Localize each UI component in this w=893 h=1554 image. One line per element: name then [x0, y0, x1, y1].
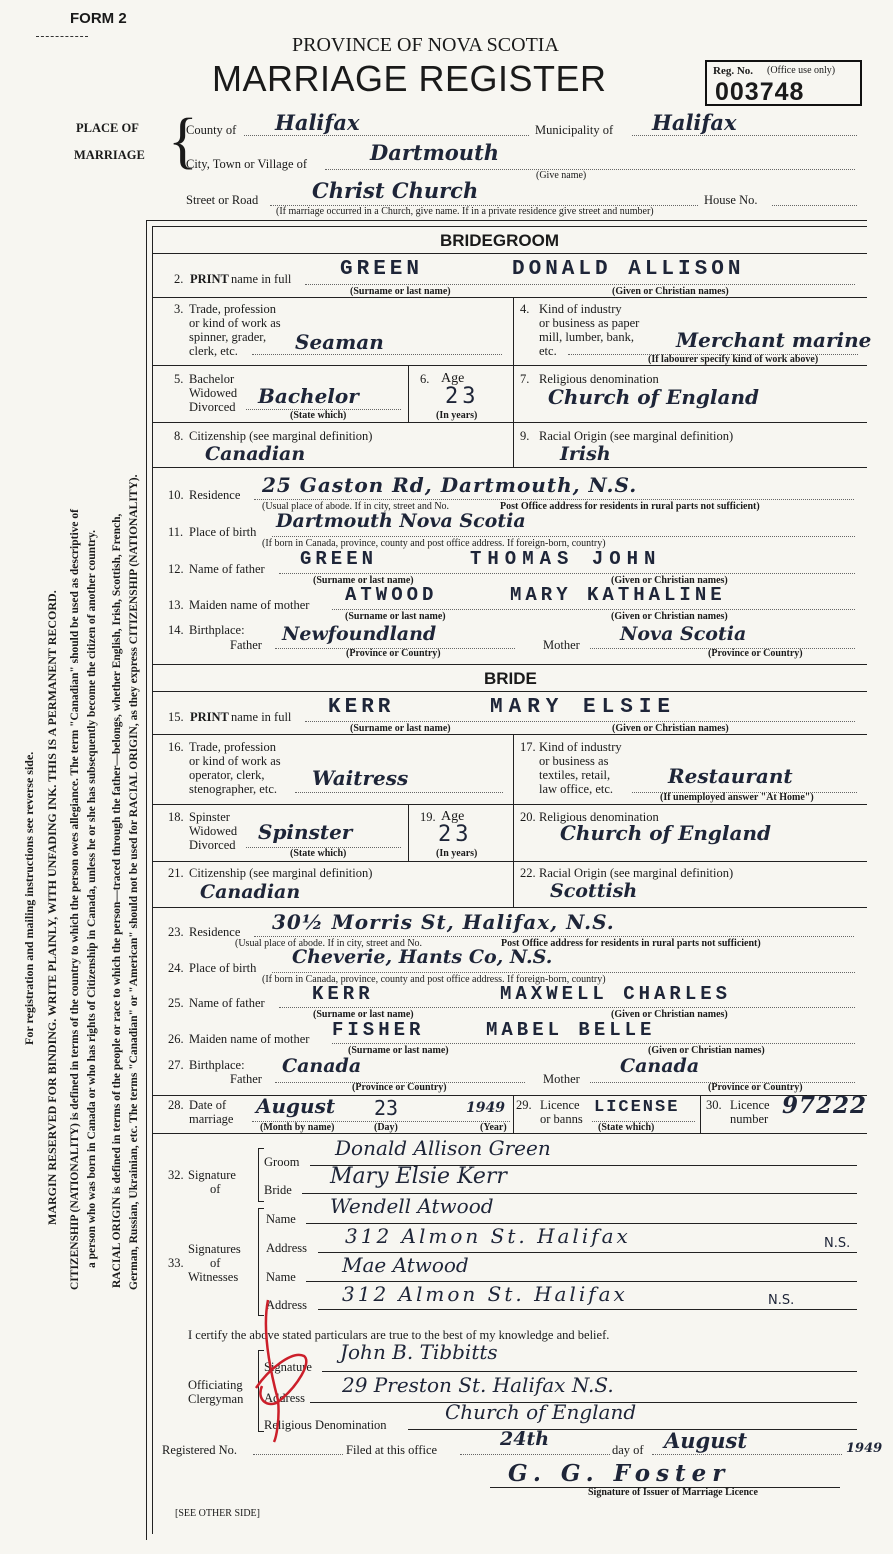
f16-label-2: or kind of work as	[189, 754, 281, 768]
bride-industry: Restaurant	[668, 764, 793, 788]
house-label: House No.	[704, 193, 758, 207]
f19-label: Age	[441, 809, 465, 824]
f23-note-1: (Usual place of abode. If in city, street and No.	[235, 938, 423, 949]
clergy-address-label: Address	[264, 1391, 305, 1405]
bride-sig-label: Bride	[264, 1183, 292, 1197]
f24-note: (If born in Canada, province, county and post office address. If foreign-born, country)	[262, 974, 606, 985]
f14-mother-note: (Province or Country)	[708, 648, 803, 659]
f9-label: Racial Origin (see marginal definition)	[539, 429, 734, 443]
f3-label-3: spinner, grader,	[189, 330, 267, 344]
f10-note-1: (Usual place of abode. If in city, street and No.	[262, 501, 450, 512]
page-mark	[36, 36, 88, 37]
f8-label: Citizenship (see marginal definition)	[189, 429, 373, 443]
f28-day-note: (Day)	[374, 1122, 398, 1133]
f30-label-1: Licence	[730, 1098, 770, 1112]
f4-label-1: Kind of industry	[539, 302, 622, 316]
f32-label-1: Signature	[188, 1168, 236, 1182]
frame-left-outer	[146, 220, 147, 1540]
f13-label: Maiden name of mother	[189, 598, 310, 612]
f25-given-note: (Given or Christian names)	[611, 1009, 728, 1020]
reg-no-label: Reg. No.	[713, 65, 754, 77]
bridegroom-heading: BRIDEGROOM	[440, 231, 559, 250]
marriage-day: 23	[374, 1096, 399, 1120]
f14-father-note: (Province or Country)	[346, 648, 441, 659]
margin-instructions-2: MARGIN RESERVED FOR BINDING. WRITE PLAINLY, WITH UNFADING INK. THIS IS A PERMANENT RECORD.	[45, 590, 59, 1225]
f11-label: Place of birth	[189, 525, 257, 539]
f27-father-note: (Province or Country)	[352, 1082, 447, 1093]
f15-label: name in full	[231, 710, 292, 724]
f3-number: 3.	[174, 302, 184, 316]
witness1-ns: N.S.	[824, 1236, 851, 1251]
f18-label-1: Spinster	[189, 810, 230, 824]
f2-label: name in full	[231, 272, 292, 286]
f6-label: Age	[441, 371, 465, 386]
margin-definition-4: German, Russian, Ukrainian, etc. The terms "Canadian" or "American" should not be used for RACIAL ORIGIN, as they express CITIZENSHIP (NATIONALITY).	[128, 474, 140, 1290]
see-other-side: [SEE OTHER SIDE]	[175, 1508, 260, 1519]
filed-day: 24th	[500, 1428, 550, 1450]
f10-number: 10.	[168, 488, 184, 502]
place-label-1: PLACE OF	[76, 121, 139, 135]
groom-signature: Donald Allison Green	[335, 1136, 551, 1160]
f33-label-2: of	[210, 1256, 221, 1270]
margin-instructions-1: For registration and mailing instructions see reverse side.	[22, 751, 36, 1045]
municipality-label: Municipality of	[535, 123, 614, 137]
bride-residence: 30½ Morris St, Halifax, N.S.	[272, 910, 615, 934]
groom-residence: 25 Gaston Rd, Dartmouth, N.S.	[262, 473, 638, 497]
f27-father-label: Father	[230, 1072, 262, 1086]
witness1-name-label: Name	[266, 1212, 296, 1226]
f20-label: Religious denomination	[539, 810, 659, 824]
f5-label-2: Widowed	[189, 386, 238, 400]
f27-mother-label: Mother	[543, 1072, 580, 1086]
f13-number: 13.	[168, 598, 184, 612]
f5-label-3: Divorced	[189, 400, 236, 414]
f4-label-3: mill, lumber, bank,	[539, 330, 634, 344]
bride-heading: BRIDE	[484, 669, 537, 688]
licence-number: 97222	[782, 1092, 868, 1119]
place-brace: {	[168, 107, 198, 175]
f23-label: Residence	[189, 925, 241, 939]
margin-definition-3: RACIAL ORIGIN is defined in terms of the people or race to which the person—traced through the father—belongs, whether English, Irish, Scottish, French,	[111, 513, 123, 1288]
witness2-address-label: Address	[266, 1298, 307, 1312]
clergyman-label-1: Officiating	[188, 1378, 243, 1392]
bride-mother-surname: FISHER	[332, 1019, 425, 1041]
f17-label-3: textiles, retail,	[539, 768, 611, 782]
witness1-name: Wendell Atwood	[330, 1194, 494, 1218]
witness1-address-label: Address	[266, 1241, 307, 1255]
f24-number: 24.	[168, 961, 184, 975]
groom-racial-origin: Irish	[560, 443, 611, 465]
f17-label-2: or business as	[539, 754, 609, 768]
bride-status-note: (State which)	[290, 848, 347, 859]
f22-number: 22.	[520, 866, 536, 880]
f18-number: 18.	[168, 810, 184, 824]
bride-birthplace: Cheverie, Hants Co, N.S.	[292, 946, 553, 968]
municipality-value: Halifax	[652, 110, 737, 135]
bride-father-given: MAXWELL CHARLES	[500, 983, 732, 1005]
f28-year-note: (Year)	[480, 1122, 507, 1133]
bride-father-birthplace: Canada	[282, 1055, 362, 1077]
day-of-label: day of	[612, 1443, 644, 1457]
f14-number: 14.	[168, 623, 184, 637]
f18-label-2: Widowed	[189, 824, 238, 838]
f4-note: (If labourer specify kind of work above)	[648, 354, 819, 365]
bride-surname-note: (Surname or last name)	[350, 723, 451, 734]
f28-number: 28.	[168, 1098, 184, 1112]
groom-sig-label: Groom	[264, 1155, 300, 1169]
f13-surname-note: (Surname or last name)	[345, 611, 446, 622]
bride-given-names: MARY ELSIE	[490, 696, 677, 719]
f24-label: Place of birth	[189, 961, 257, 975]
clergyman-label-2: Clergyman	[188, 1392, 244, 1406]
clergy-religion-label: Religious Denomination	[264, 1418, 387, 1432]
groom-religion: Church of England	[548, 385, 759, 409]
f11-number: 11.	[168, 525, 184, 539]
f15-number: 15.	[168, 710, 184, 724]
f4-label-4: etc.	[539, 344, 557, 358]
groom-industry: Merchant marine	[676, 328, 872, 352]
groom-father-birthplace: Newfoundland	[282, 623, 437, 645]
bride-trade: Waitress	[312, 766, 409, 790]
issuer-signature: G. G. Foster	[508, 1460, 731, 1487]
f5-number: 5.	[174, 372, 184, 386]
groom-given-note: (Given or Christian names)	[612, 286, 729, 297]
f17-note: (If unemployed answer "At Home")	[660, 792, 814, 803]
bride-father-surname: KERR	[312, 983, 374, 1005]
f20-number: 20.	[520, 810, 536, 824]
f6-number: 6.	[420, 372, 430, 386]
licence-type: LICENSE	[594, 1098, 680, 1117]
f29-label-1: Licence	[540, 1098, 580, 1112]
f26-label: Maiden name of mother	[189, 1032, 310, 1046]
f4-number: 4.	[520, 302, 530, 316]
filed-month: August	[664, 1428, 748, 1453]
f30-number: 30.	[706, 1098, 722, 1112]
f26-given-note: (Given or Christian names)	[648, 1045, 765, 1056]
street-label: Street or Road	[186, 193, 259, 207]
page-title: MARRIAGE REGISTER	[212, 58, 607, 99]
f7-number: 7.	[520, 372, 530, 386]
groom-surname-note: (Surname or last name)	[350, 286, 451, 297]
city-value: Dartmouth	[370, 140, 500, 165]
f15-print: PRINT	[190, 710, 229, 724]
reg-no-box	[705, 60, 862, 106]
filed-year: 1949	[846, 1441, 883, 1456]
filed-label: Filed at this office	[346, 1443, 438, 1457]
f4-label-2: or business as paper	[539, 316, 640, 330]
f17-number: 17.	[520, 740, 536, 754]
city-label: City, Town or Village of	[186, 157, 308, 171]
bride-age: 23	[438, 822, 473, 847]
bride-status: Spinster	[258, 820, 353, 844]
f26-surname-note: (Surname or last name)	[348, 1045, 449, 1056]
f7-label: Religious denomination	[539, 372, 659, 386]
f21-number: 21.	[168, 866, 184, 880]
clergy-religion: Church of England	[445, 1400, 637, 1424]
f17-label-1: Kind of industry	[539, 740, 622, 754]
bride-given-note: (Given or Christian names)	[612, 723, 729, 734]
groom-age: 23	[445, 384, 480, 409]
witness2-ns: N.S.	[768, 1293, 795, 1308]
bride-religion: Church of England	[560, 821, 771, 845]
groom-mother-surname: ATWOOD	[345, 584, 438, 606]
red-check-mark	[248, 1290, 318, 1450]
clergy-address: 29 Preston St. Halifax N.S.	[342, 1373, 614, 1397]
f23-number: 23.	[168, 925, 184, 939]
f29-label-2: or banns	[540, 1112, 583, 1126]
bride-surname: KERR	[328, 696, 395, 719]
f12-surname-note: (Surname or last name)	[313, 575, 414, 586]
f11-note: (If born in Canada, province, county and post office address. If foreign-born, country)	[262, 538, 606, 549]
f22-label: Racial Origin (see marginal definition)	[539, 866, 734, 880]
witness2-name: Mae Atwood	[342, 1253, 469, 1277]
f33-number: 33.	[168, 1256, 184, 1270]
f2-number: 2.	[174, 272, 184, 286]
witness2-name-label: Name	[266, 1270, 296, 1284]
county-label: County of	[186, 123, 237, 137]
groom-father-surname: GREEN	[300, 548, 378, 570]
bride-citizenship: Canadian	[200, 881, 301, 903]
groom-surname: GREEN	[340, 258, 424, 281]
f12-given-note: (Given or Christian names)	[611, 575, 728, 586]
certification-text: I certify the above stated particulars are true to the best of my knowledge and belief.	[188, 1328, 610, 1342]
street-value: Christ Church	[312, 178, 479, 203]
f10-note-2: Post Office address for residents in rural parts not sufficient)	[500, 501, 760, 512]
groom-birthplace: Dartmouth Nova Scotia	[276, 510, 526, 532]
groom-status-note: (State which)	[290, 410, 347, 421]
f28-month-note: (Month by name)	[260, 1122, 335, 1133]
f19-number: 19.	[420, 810, 436, 824]
f33-label-1: Signatures	[188, 1242, 241, 1256]
registered-no-label: Registered No.	[162, 1443, 237, 1457]
reg-no-note: (Office use only)	[767, 65, 836, 76]
f2-print: PRINT	[190, 272, 229, 286]
f17-label-4: law office, etc.	[539, 782, 614, 796]
bride-mother-birthplace: Canada	[620, 1055, 700, 1077]
f26-number: 26.	[168, 1032, 184, 1046]
f25-surname-note: (Surname or last name)	[313, 1009, 414, 1020]
f12-number: 12.	[168, 562, 184, 576]
f30-label-2: number	[730, 1112, 769, 1126]
f16-label-3: operator, clerk,	[189, 768, 265, 782]
groom-citizenship: Canadian	[205, 443, 306, 465]
f14-mother-label: Mother	[543, 638, 580, 652]
bride-mother-given: MABEL BELLE	[486, 1019, 656, 1041]
witness2-address: 312 Almon St. Halifax	[342, 1282, 628, 1306]
clergy-signature-label: Signature	[264, 1360, 312, 1374]
groom-mother-birthplace: Nova Scotia	[620, 623, 747, 645]
f10-label: Residence	[189, 488, 241, 502]
groom-given-names: DONALD ALLISON	[512, 258, 745, 281]
f27-number: 27.	[168, 1058, 184, 1072]
witness1-address: 312 Almon St. Halifax	[345, 1224, 631, 1248]
f12-label: Name of father	[189, 562, 265, 576]
reg-no-value: 003748	[715, 78, 805, 106]
f3-label-1: Trade, profession	[189, 302, 277, 316]
groom-father-given: THOMAS JOHN	[470, 548, 662, 570]
marriage-month: August	[256, 1094, 336, 1118]
groom-mother-given: MARY KATHALINE	[510, 584, 726, 606]
groom-age-note: (In years)	[436, 410, 478, 421]
f25-number: 25.	[168, 996, 184, 1010]
f29-number: 29.	[516, 1098, 532, 1112]
f28-label-1: Date of	[189, 1098, 227, 1112]
city-note: (Give name)	[536, 170, 587, 181]
f32-number: 32.	[168, 1168, 184, 1182]
groom-trade: Seaman	[295, 330, 384, 354]
f28-label-2: marriage	[189, 1112, 234, 1126]
groom-status: Bachelor	[258, 384, 359, 408]
f16-number: 16.	[168, 740, 184, 754]
bride-signature: Mary Elsie Kerr	[330, 1164, 507, 1189]
f16-label-1: Trade, profession	[189, 740, 277, 754]
f9-number: 9.	[520, 429, 530, 443]
bride-racial-origin: Scottish	[550, 880, 638, 902]
f32-label-2: of	[210, 1182, 221, 1196]
f3-label-2: or kind of work as	[189, 316, 281, 330]
street-note: (If marriage occurred in a Church, give name. If in a private residence give street and number)	[276, 206, 654, 217]
margin-definition-2: a person who was born in Canada or who has rights of Citizenship in Canada, unless he or she has subsequently become the citizen of another country.	[86, 529, 98, 1268]
province-heading: PROVINCE OF NOVA SCOTIA	[292, 34, 559, 56]
f16-label-4: stenographer, etc.	[189, 782, 278, 796]
f13-given-note: (Given or Christian names)	[611, 611, 728, 622]
f33-label-3: Witnesses	[188, 1270, 239, 1284]
f14-father-label: Father	[230, 638, 262, 652]
f3-label-4: clerk, etc.	[189, 344, 238, 358]
f8-number: 8.	[174, 429, 184, 443]
f18-label-3: Divorced	[189, 838, 236, 852]
margin-definition-1: CITIZENSHIP (NATIONALITY) is defined in terms of the country to which the person owes allegiance. The term "Canadian" should be used as descriptive of	[69, 509, 81, 1290]
f29-note: (State which)	[598, 1122, 655, 1133]
f23-note-2: Post Office address for residents in rural parts not sufficient)	[501, 938, 761, 949]
form-number: FORM 2	[70, 10, 127, 27]
clergy-signature: John B. Tibbitts	[340, 1340, 498, 1364]
f21-label: Citizenship (see marginal definition)	[189, 866, 373, 880]
bride-age-note: (In years)	[436, 848, 478, 859]
f14-label: Birthplace:	[189, 623, 245, 637]
f5-label-1: Bachelor	[189, 372, 235, 386]
f25-label: Name of father	[189, 996, 265, 1010]
issuer-label: Signature of Issuer of Marriage Licence	[588, 1487, 758, 1498]
f27-label: Birthplace:	[189, 1058, 245, 1072]
f27-mother-note: (Province or Country)	[708, 1082, 803, 1093]
marriage-year: 1949	[466, 1100, 505, 1116]
county-value: Halifax	[275, 110, 360, 135]
place-label-2: MARRIAGE	[74, 148, 145, 162]
